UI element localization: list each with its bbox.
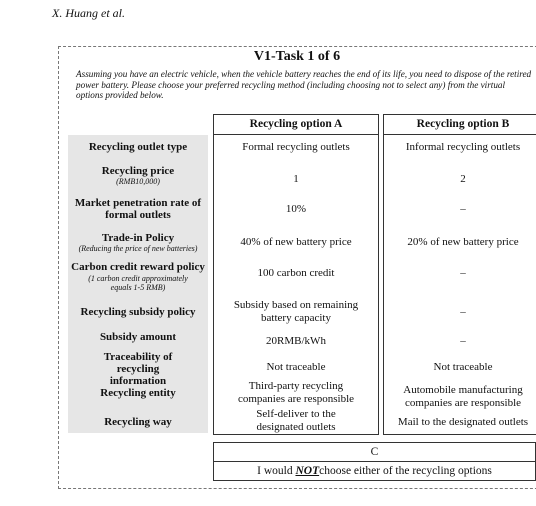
option-a-cell: Third-party recycling companies are responsible (237, 380, 355, 405)
option-a-cell: Subsidy based on remaining battery capacity (233, 299, 359, 324)
option-b-cell: – (460, 306, 466, 318)
attribute-label: Market penetration rate of formal outlets (74, 197, 202, 221)
attribute-label: Recycling price (RMB10,000) (101, 165, 175, 186)
task-title: V1-Task 1 of 6 (253, 49, 341, 64)
running-header-author: X. Huang et al. (52, 6, 125, 20)
option-a-cell: 100 carbon credit (257, 267, 335, 279)
attribute-label: Recycling entity (100, 387, 176, 399)
attribute-label: Recycling outlet type (88, 141, 188, 153)
option-c-text: I would NOTchoose either of the recycling options (257, 465, 492, 477)
option-b-cell: Informal recycling outlets (405, 141, 521, 153)
attribute-label: Recycling way (104, 416, 172, 428)
option-c-divider (213, 461, 536, 462)
attribute-label: Subsidy amount (99, 331, 177, 343)
attribute-label: Traceability of recycling information (103, 351, 173, 387)
task-instruction: Assuming you have an electric vehicle, when the vehicle battery reaches the end of its life, you need to dispose of the retired power battery. Please choose your preferred recycling method (including choosing not to select any) from the virtual options provided below. (76, 69, 532, 100)
option-b-cell: Not traceable (433, 361, 493, 373)
option-b-cell: – (460, 267, 466, 279)
option-a-cell: 1 (293, 173, 299, 185)
option-b-cell: Automobile manufacturing companies are responsible (403, 384, 523, 409)
attribute-label: Carbon credit reward policy (1 carbon credit approximately equals 1-5 RMB) (71, 261, 205, 292)
option-b-cell: – (460, 203, 466, 215)
option-a-cell: Not traceable (266, 361, 326, 373)
option-b-cell: Mail to the designated outlets (397, 416, 529, 428)
option-a-cell: Self-deliver to the designated outlets (256, 408, 336, 433)
option-a-cell: 20RMB/kWh (266, 335, 326, 347)
option-a-cell: 40% of new battery price (240, 236, 352, 248)
option-a-cell: Formal recycling outlets (242, 141, 350, 153)
attribute-label: Trade-in Policy (Reducing the price of new batteries) (78, 232, 198, 253)
option-b-header: Recycling option B (383, 114, 536, 135)
option-c-header: C (370, 446, 379, 458)
attribute-label: Recycling subsidy policy (80, 306, 196, 318)
option-b-cell: 20% of new battery price (407, 236, 519, 248)
option-a-cell: 10% (285, 203, 307, 215)
option-b-cell: – (460, 335, 466, 347)
option-a-header: Recycling option A (213, 114, 379, 135)
option-b-cell: 2 (460, 173, 466, 185)
